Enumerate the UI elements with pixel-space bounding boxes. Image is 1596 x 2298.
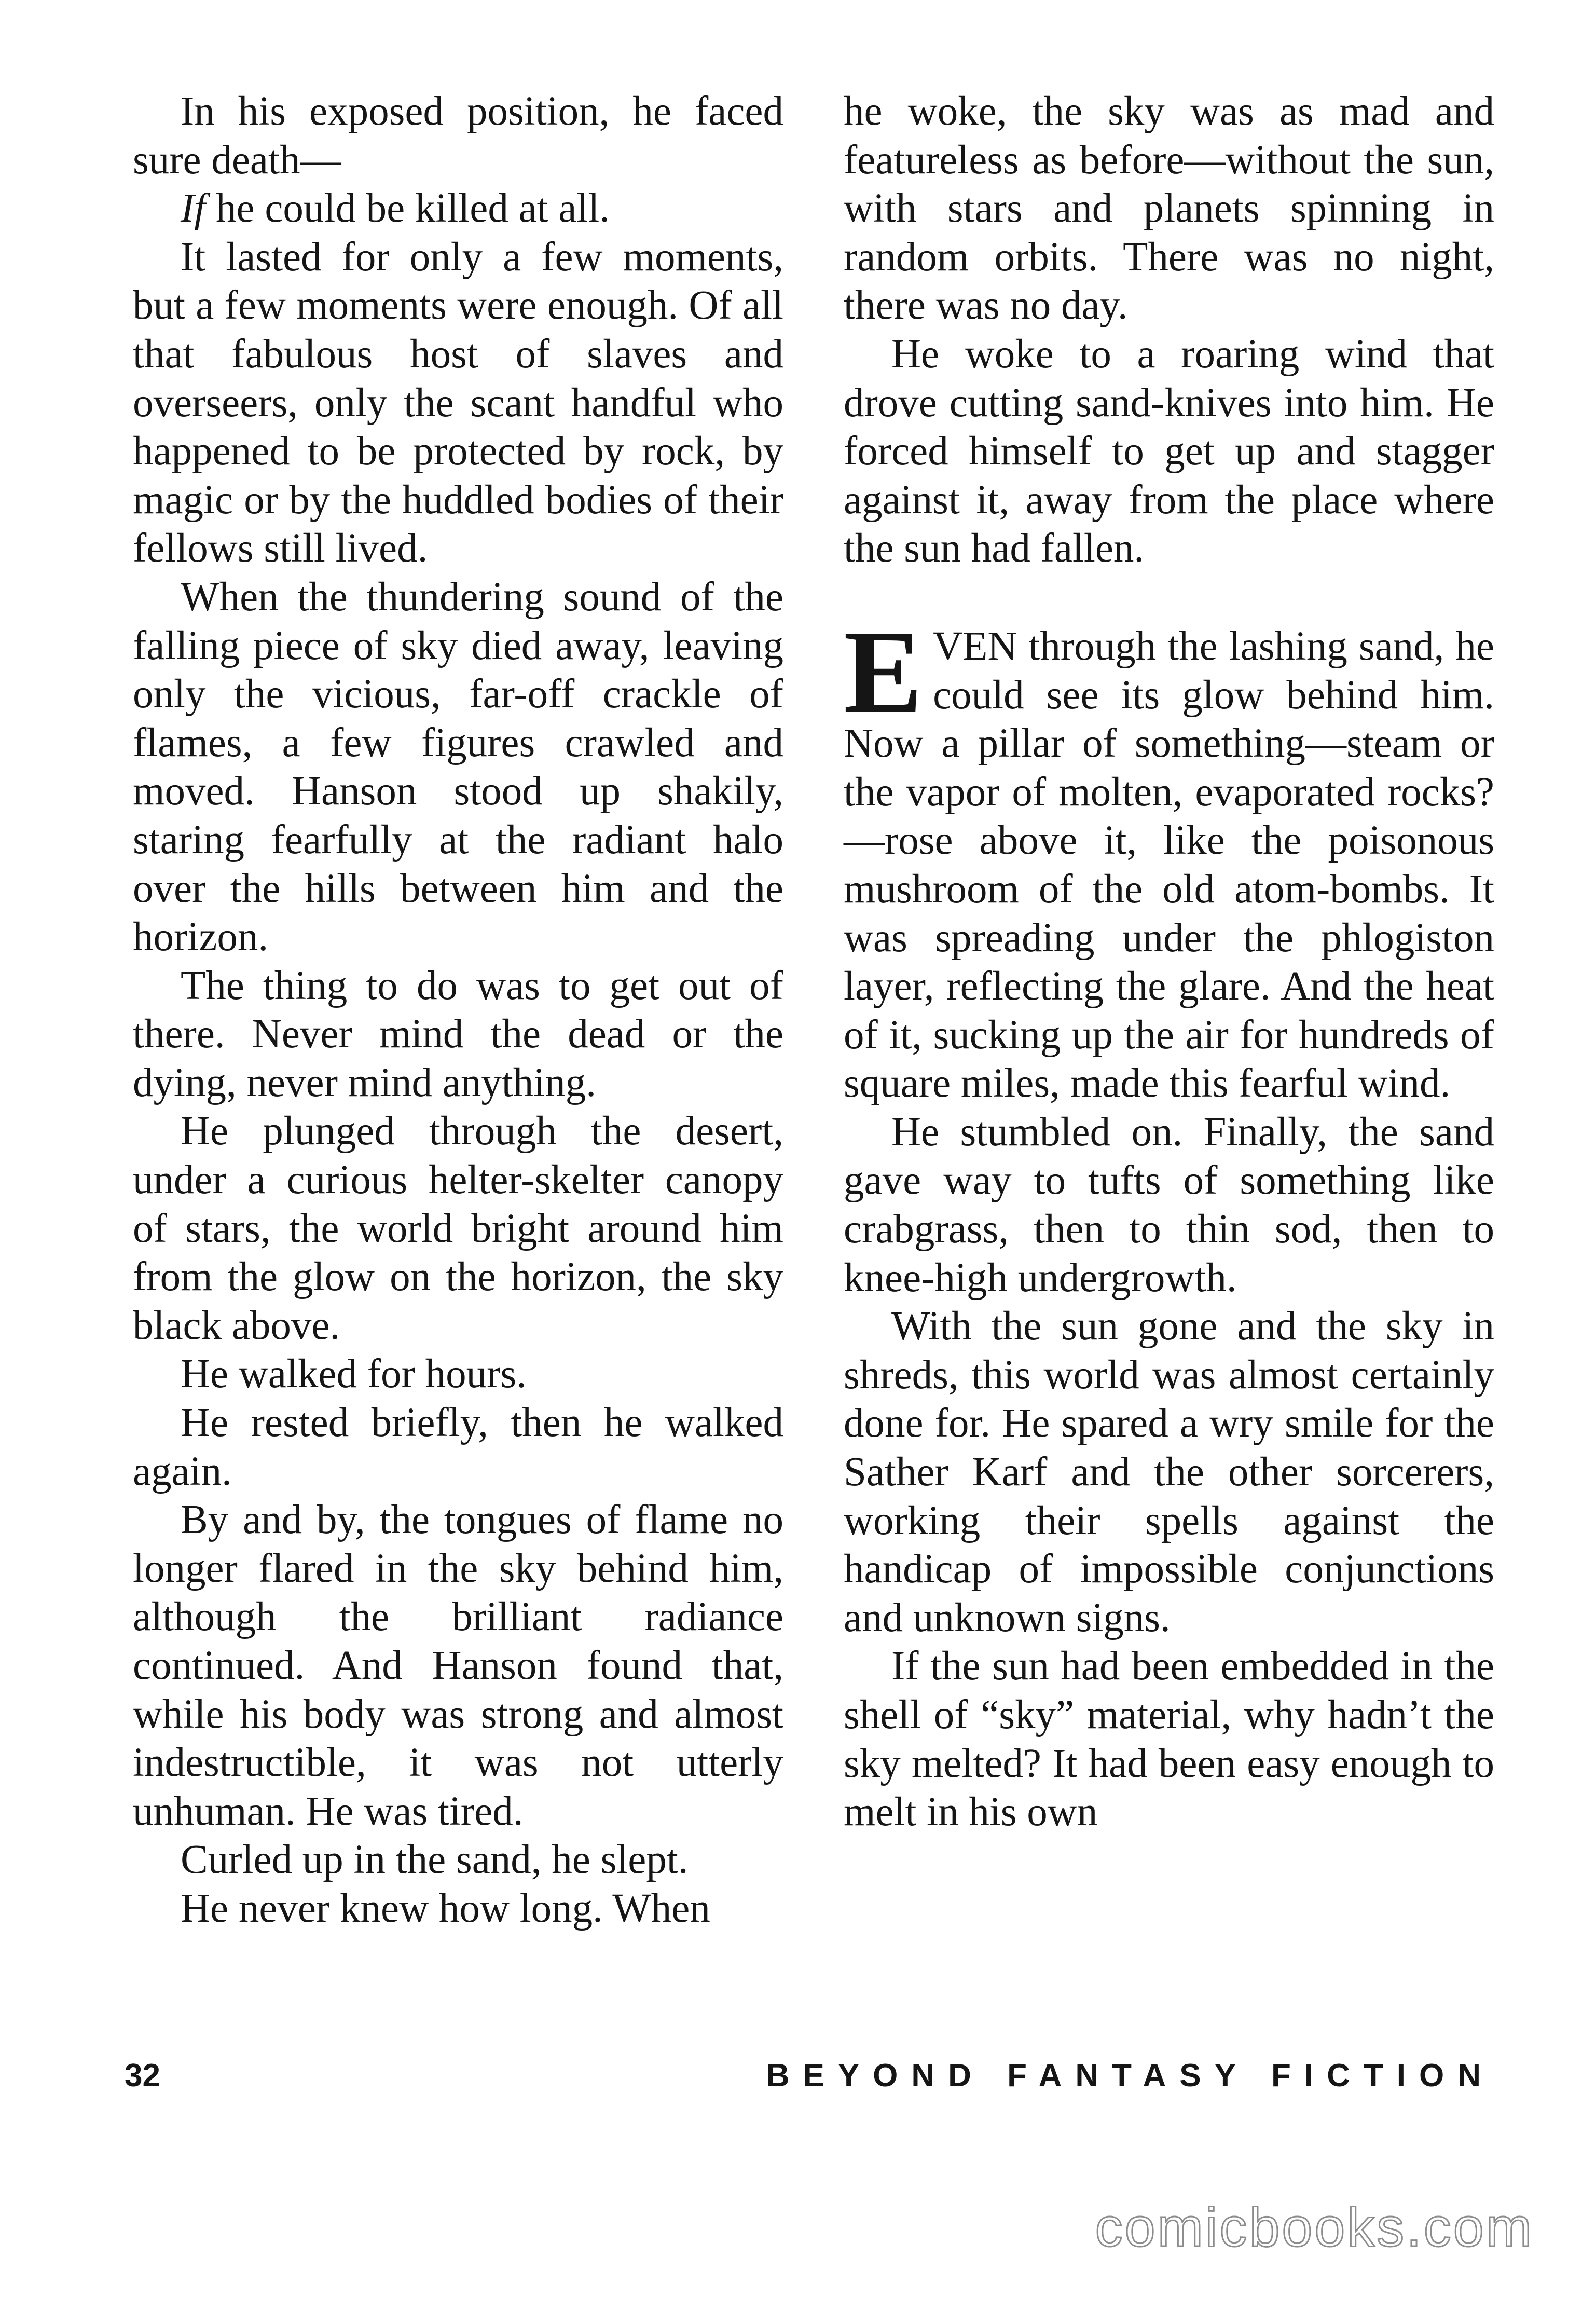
paragraph: He never knew how long. When <box>181 1885 710 1931</box>
paragraph: If the sun had been embedded in the shell of “sky” material, why hadn’t the sky melted? It had been easy enough to melt in his own <box>844 1644 1494 1835</box>
left-text-column <box>133 87 783 1933</box>
paragraph: When the thundering sound of the falling piece of sky died away, leaving only the vicious, far-off crackle of flames, a few figures crawled and moved. Hanson stood up shakily, staring fearfully at the radiant halo over the hills between him and the horizon. <box>133 574 783 960</box>
paragraph: Curled up in the sand, he slept. <box>181 1837 689 1883</box>
paragraph: He walked for hours. <box>181 1351 527 1397</box>
paragraph: The thing to do was to get out of there. Never mind the dead or the dying, never mind anything. <box>133 963 783 1105</box>
paragraph: With the sun gone and the sky in shreds, this world was almost certainly done for. He spared a wry smile for the Sather Karf and the other sorcerers, working their spells against the handicap of impossible conjunctions and unknown signs. <box>844 1304 1494 1640</box>
paragraph: It lasted for only a few moments, but a few moments were enough. Of all that fabulous host of slaves and overseers, only the scant handful who happened to be protected by rock, by magic or by the huddled bodies of their fellows still lived. <box>133 234 783 571</box>
page-number: 32 <box>125 2058 160 2094</box>
paragraph: He stumbled on. Finally, the sand gave way to tufts of something like crabgrass, then to thin sod, then to knee-high undergrowth. <box>844 1109 1494 1301</box>
watermark-logo: comicbooks.com <box>1095 2197 1534 2258</box>
paragraph: In his exposed position, he faced sure death— <box>133 89 783 183</box>
paragraph: He woke to a roaring wind that drove cutting sand-knives into him. He forced himself to get up and stagger against it, away from the place where the sun had fallen. <box>844 331 1494 571</box>
paragraph: He rested briefly, then he walked again. <box>133 1400 783 1494</box>
paragraph: By and by, the tongues of flame no longer flared in the sky behind him, although the brilliant radiance continued. And Hanson found that, while his body was strong and almost indestructible, it was not utterly unhuman. He was tired. <box>133 1497 783 1834</box>
italic-word: If <box>181 186 206 231</box>
drop-cap-letter: E <box>844 606 923 737</box>
right-text-column <box>844 87 1494 1837</box>
drop-cap-paragraph <box>844 606 1494 1108</box>
drop-cap-text: VEN through the lashing sand, he could see its glow behind him. Now a pillar of something—steam or the vapor of molten, evaporated rocks?—rose above it, like the poisonous mushroom of the old atom-bombs. It was spreading under the phlogiston layer, reflecting the glare. And the heat of it, sucking up the air for hundreds of square miles, made this fearful wind. <box>844 623 1494 1106</box>
paragraph: He plunged through the desert, under a curious helter-skelter canopy of stars, the world bright around him from the glow on the horizon, the sky black above. <box>133 1109 783 1348</box>
running-title: BEYOND FANTASY FICTION <box>766 2058 1494 2094</box>
paragraph: If he could be killed at all. <box>181 186 610 231</box>
continued-paragraph: he woke, the sky was as mad and featureless as before—without the sun, with stars and planets spinning in random orbits. There was no night, there was no day. <box>844 89 1494 329</box>
